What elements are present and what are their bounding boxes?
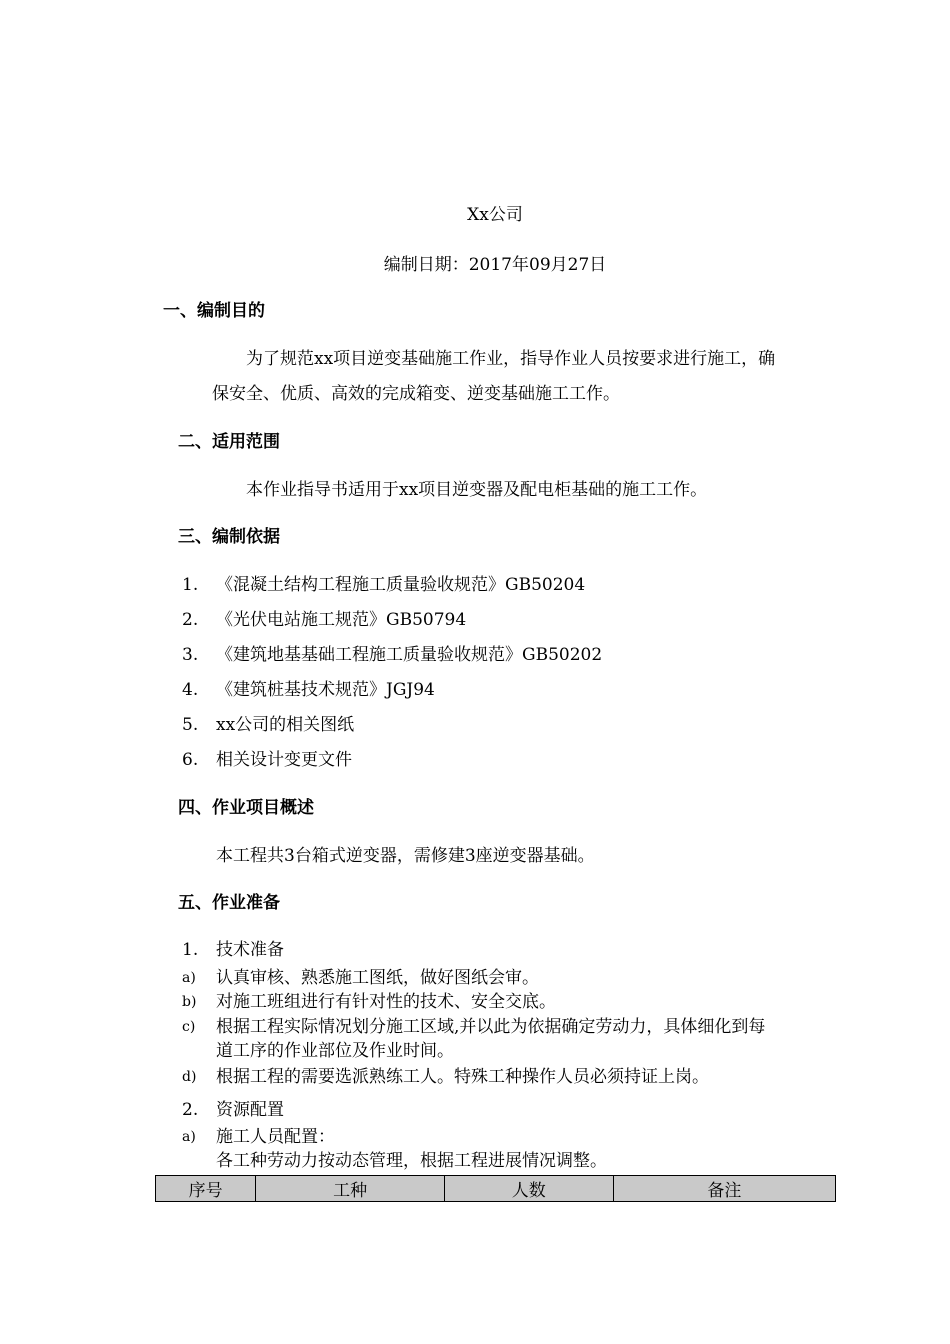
overview-paragraph: 本工程共3台箱式逆变器，需修建3座逆变器基础。	[216, 846, 595, 866]
table-header-cell: 工种	[256, 1176, 445, 1202]
section-heading-basis: 三、编制依据	[178, 527, 280, 547]
list-number: 1.	[182, 575, 199, 595]
purpose-paragraph-line1: 为了规范xx项目逆变基础施工作业，指导作业人员按要求进行施工，确	[246, 349, 776, 369]
sub-list-letter: a)	[182, 970, 196, 986]
sub-list-text: 对施工班组进行有针对性的技术、安全交底。	[216, 992, 556, 1012]
list-text: 《建筑桩基技术规范》JGJ94	[216, 680, 435, 700]
list-text: 《混凝土结构工程施工质量验收规范》GB50204	[216, 575, 586, 595]
table-header-cell: 序号	[156, 1176, 256, 1202]
list-number: 6.	[182, 750, 199, 770]
list-number: 2.	[182, 610, 199, 630]
sub-list-text: 施工人员配置：	[216, 1127, 335, 1147]
sub-list-text: 根据工程实际情况划分施工区域,并以此为依据确定劳动力，具体细化到每	[216, 1017, 766, 1037]
sub-list-letter: d)	[182, 1069, 197, 1085]
sub-list-letter: b)	[182, 994, 197, 1010]
section-heading-scope: 二、适用范围	[178, 432, 280, 452]
list-text: 《光伏电站施工规范》GB50794	[216, 610, 467, 630]
table-header-cell: 人数	[444, 1176, 613, 1202]
sub-list-text: 根据工程的需要选派熟练工人。特殊工种操作人员必须持证上岗。	[216, 1067, 709, 1087]
section-heading-overview: 四、作业项目概述	[178, 798, 314, 818]
staffing-table	[155, 1175, 836, 1202]
list-text: xx公司的相关图纸	[216, 715, 355, 735]
sub-list-letter: a)	[182, 1129, 196, 1145]
scope-paragraph: 本作业指导书适用于xx项目逆变器及配电柜基础的施工工作。	[246, 480, 708, 500]
company-name: Xx公司	[467, 205, 523, 225]
labor-note: 各工种劳动力按动态管理，根据工程进展情况调整。	[216, 1151, 607, 1171]
list-text: 相关设计变更文件	[216, 750, 352, 770]
compile-date: 编制日期：2017年09月27日	[383, 255, 607, 275]
list-text: 技术准备	[216, 940, 284, 960]
list-number: 3.	[182, 645, 199, 665]
table-header-cell: 备注	[613, 1176, 835, 1202]
list-text: 资源配置	[216, 1100, 284, 1120]
sub-list-text-continued: 道工序的作业部位及作业时间。	[216, 1041, 454, 1061]
list-text: 《建筑地基基础工程施工质量验收规范》GB50202	[216, 645, 603, 665]
sub-list-letter: c)	[182, 1019, 196, 1035]
list-number: 5.	[182, 715, 199, 735]
table-header-row	[156, 1176, 836, 1202]
section-heading-purpose: 一、编制目的	[163, 301, 265, 321]
list-number: 4.	[182, 680, 199, 700]
sub-list-text: 认真审核、熟悉施工图纸，做好图纸会审。	[216, 968, 539, 988]
list-number: 2.	[182, 1100, 199, 1120]
list-number: 1.	[182, 940, 199, 960]
purpose-paragraph-line2: 保安全、优质、高效的完成箱变、逆变基础施工工作。	[212, 384, 620, 404]
section-heading-preparation: 五、作业准备	[178, 893, 280, 913]
